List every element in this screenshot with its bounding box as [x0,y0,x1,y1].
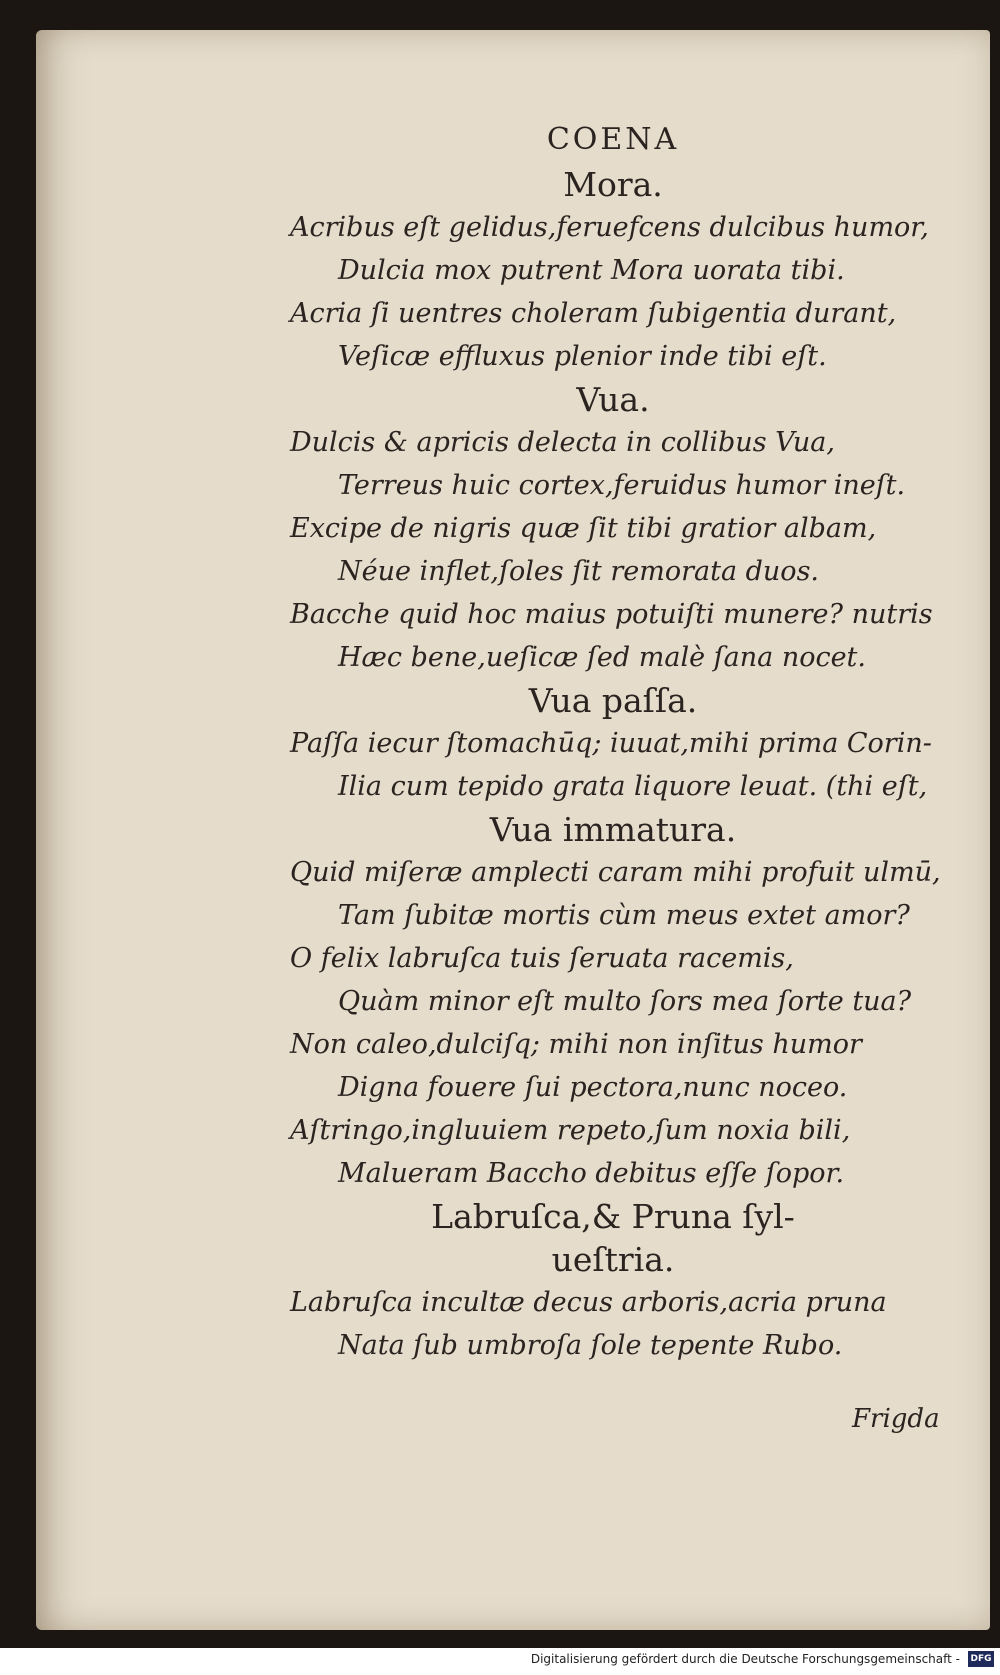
section-heading-continued: ueſtria. [551,1240,675,1279]
verse-line: Terreus huic cortex,feruidus humor ineſt. [338,470,906,501]
section-heading: Mora. [563,165,663,204]
running-head: COENA [546,122,680,157]
section-heading: Labruſca,& Pruna ſyl- [431,1197,795,1236]
verse-line: Excipe de nigris quæ ſit tibi gratior albam, [290,513,877,544]
verse-line: Aſtringo,ingluuiem repeto,ſum noxia bili, [290,1115,851,1146]
verse-line: O felix labruſca tuis ſeruata racemis, [290,943,794,974]
section-heading: Vua immatura. [489,810,737,849]
verse-line: Labruſca incultæ decus arboris,acria pruna [290,1287,887,1318]
section-heading: Vua paſſa. [528,681,698,720]
verse-line: Nata ſub umbroſa ſole tepente Rubo. [338,1330,843,1361]
verse-line: Tam ſubitæ mortis cùm meus extet amor? [338,900,910,931]
verse-line: Non caleo,dulciſq; mihi non inſitus humor [290,1029,862,1060]
verse-line: Acria ſi uentres choleram ſubigentia durant, [290,298,897,329]
verse-line: Paſſa iecur ſtomachūq; iuuat,mihi prima Corin- [290,728,932,759]
catchword: Frigda [852,1404,940,1434]
verse-line: Malueram Baccho debitus eſſe ſopor. [338,1158,845,1189]
section-heading: Vua. [576,380,650,419]
verse-line: Digna fouere ſui pectora,nunc noceo. [338,1072,848,1103]
verse-line: Bacche quid hoc maius potuiſti munere? nutris [290,599,933,630]
verse-line: Quid miſeræ amplecti caram mihi profuit ulmū, [290,857,941,888]
page-text-block [290,122,970,1367]
verse-line: Néue inflet,ſoles ſit remorata duos. [338,556,820,587]
verse-line: Ilia cum tepido grata liquore leuat. (thi eſt, [338,771,928,802]
verse-line: Acribus eſt gelidus,feruefcens dulcibus humor, [290,212,929,243]
dfg-logo: DFG [968,1651,994,1667]
verse-line: Dulcis & apricis delecta in collibus Vua, [290,427,835,458]
verse-line: Dulcia mox putrent Mora uorata tibi. [338,255,845,286]
verse-line: Veſicæ effluxus plenior inde tibi eſt. [338,341,827,372]
funding-credit: Digitalisierung gefördert durch die Deutsche Forschungsgemeinschaft - [530,1652,960,1666]
verse-line: Hæc bene,ueſicæ ſed malè ſana nocet. [338,642,866,673]
verse-line: Quàm minor eſt multo ſors mea ſorte tua? [338,986,912,1017]
